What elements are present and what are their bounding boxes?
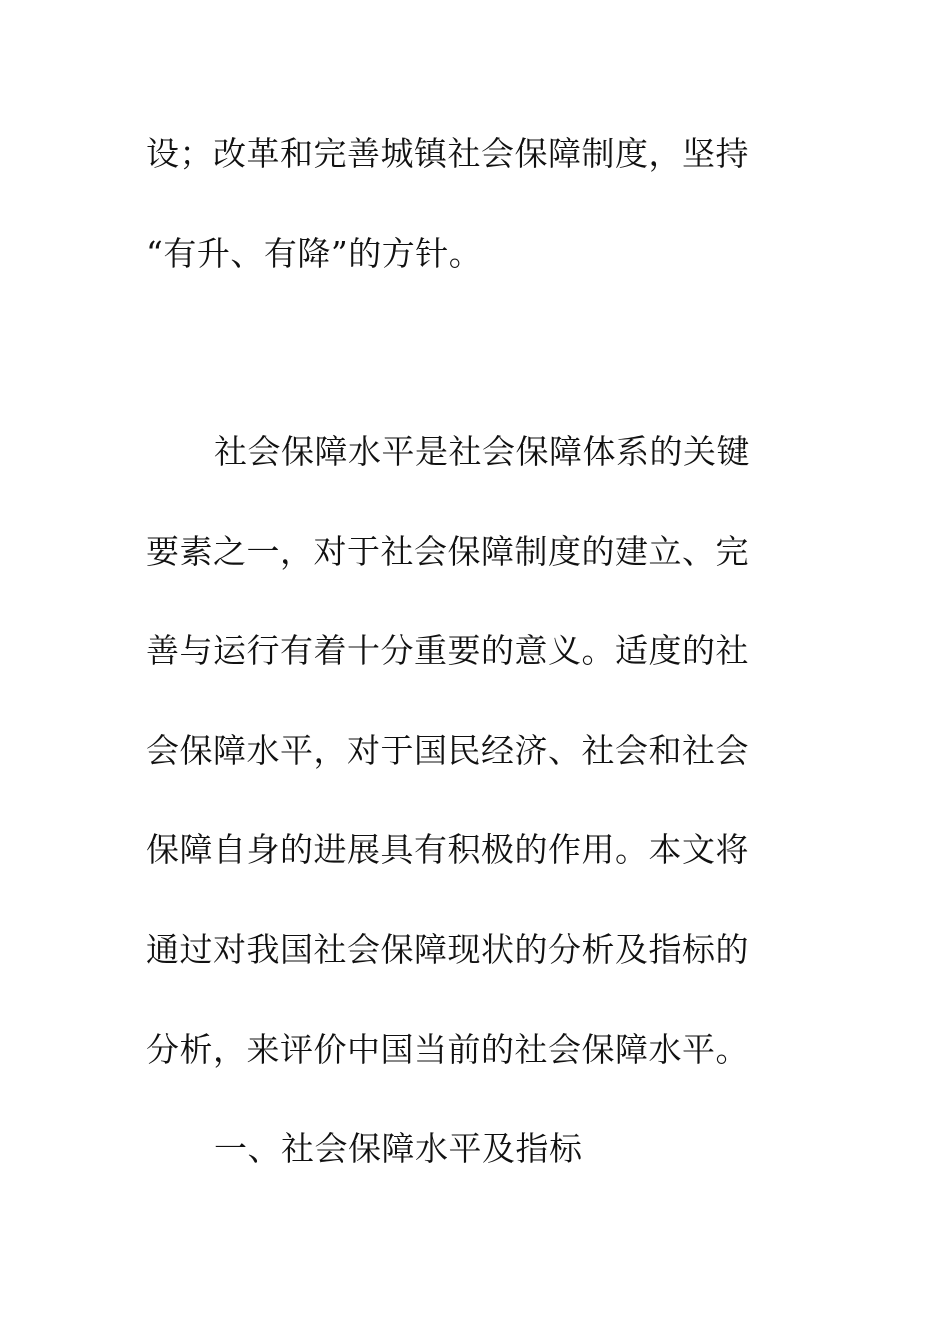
text-line: “有升、有降”的方针。 — [146, 234, 483, 273]
text-line: 要素之一，对于社会保障制度的建立、完 — [146, 532, 749, 571]
text-line: 通过对我国社会保障现状的分析及指标的 — [146, 930, 749, 969]
section-heading: 一、社会保障水平及指标 — [214, 1129, 583, 1168]
text-line: 善与运行有着十分重要的意义。适度的社 — [146, 631, 749, 670]
text-line: 分析，来评价中国当前的社会保障水平。 — [146, 1030, 749, 1069]
text-line: 保障自身的进展具有积极的作用。本文将 — [146, 830, 749, 869]
text-line: 会保障水平，对于国民经济、社会和社会 — [146, 731, 749, 770]
text-line: 设；改革和完善城镇社会保障制度，坚持 — [146, 134, 749, 173]
paragraph-first-line: 社会保障水平是社会保障体系的关键 — [214, 432, 750, 471]
